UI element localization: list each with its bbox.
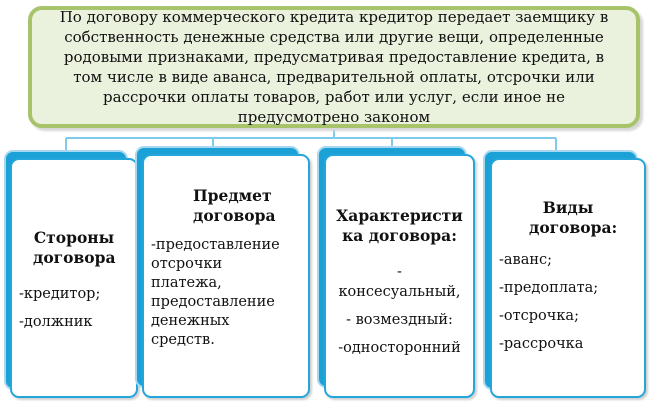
card-title-characteristics: Характеристи ка договора: bbox=[336, 206, 463, 245]
card-title-subject: Предмет договора bbox=[193, 186, 276, 225]
card-title-types: Виды договора: bbox=[529, 198, 618, 237]
card-item: -отсрочка; bbox=[499, 308, 579, 324]
card-item: - возмездный: bbox=[346, 312, 453, 328]
card-characteristics bbox=[324, 154, 475, 398]
card-item: -должник bbox=[19, 314, 93, 330]
card-item: -рассрочка bbox=[499, 336, 584, 352]
card-subject bbox=[142, 154, 310, 398]
card-item: -аванс; bbox=[499, 252, 553, 268]
definition-text: По договору коммерческого кредита кредитор передает заемщику в собственность денежные средства или другие вещи, определенные родовыми признаками, предусматривая предоставление кредита, в том числе в виде аванса, предварительной оплаты, отсрочки или рассрочки оплаты товаров, работ или услуг, если иное не предусмотрено законом bbox=[59, 8, 609, 126]
card-parties bbox=[10, 158, 138, 398]
card-types bbox=[490, 158, 646, 398]
card-item: -односторонний bbox=[338, 340, 461, 356]
card-item: консесуальный, bbox=[338, 284, 461, 300]
definition-box bbox=[28, 6, 640, 128]
card-item: -предоставление отсрочки платежа, предоставление денежных средств. bbox=[151, 237, 280, 348]
card-item: -кредитор; bbox=[19, 286, 101, 302]
card-title-parties: Стороны договора bbox=[33, 228, 116, 267]
card-item: - bbox=[397, 264, 402, 280]
card-item: -предоплата; bbox=[499, 280, 599, 296]
